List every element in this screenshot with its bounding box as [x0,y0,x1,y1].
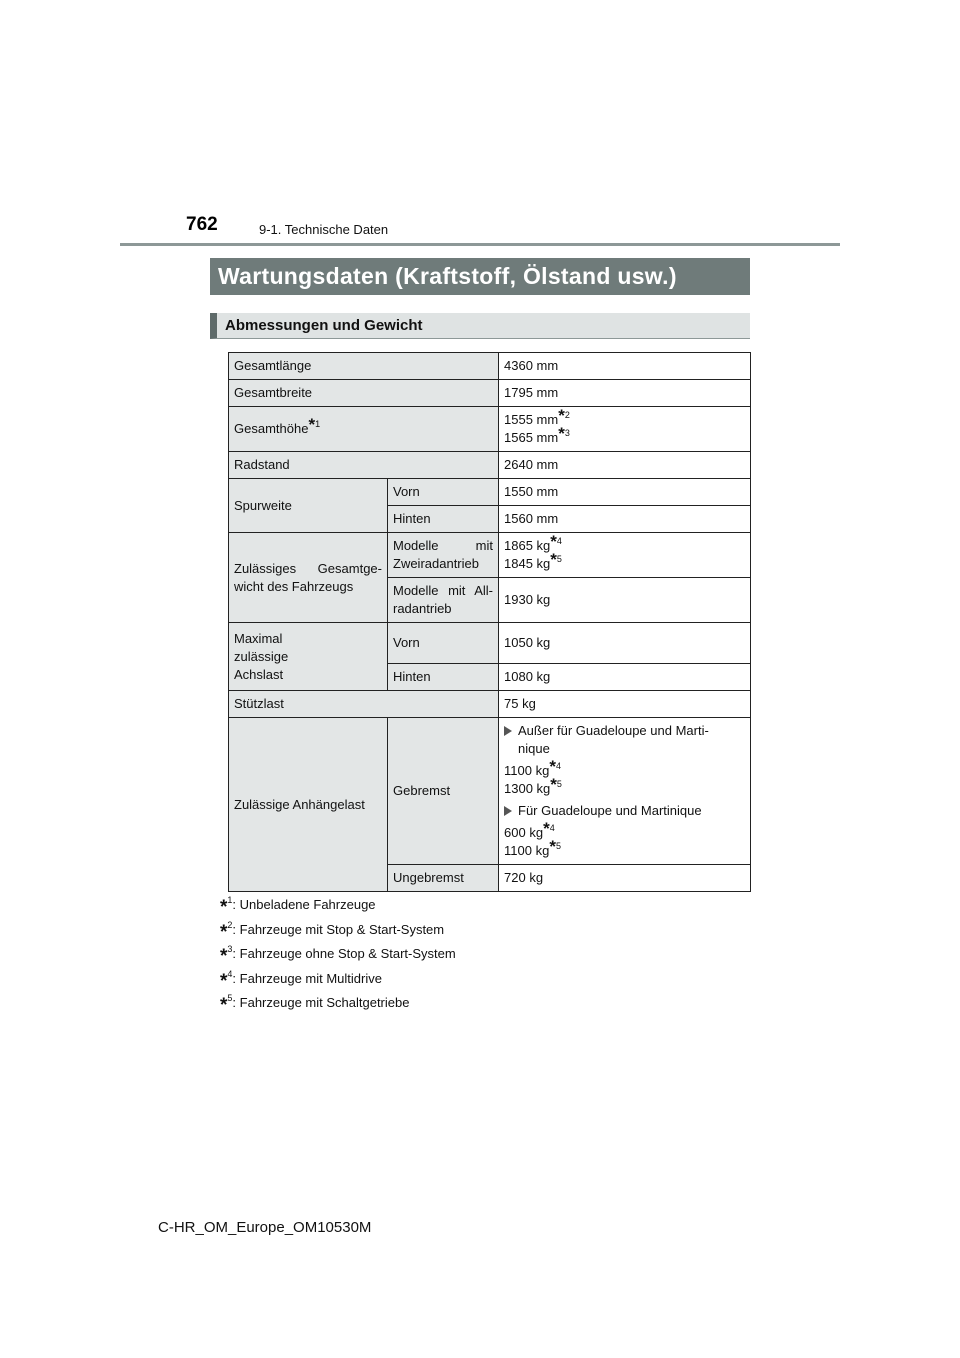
footnote-number: 5 [556,554,562,564]
footnote-ref [549,757,561,776]
footnote-text: : Unbeladene Fahrzeuge [232,897,376,912]
bullet-item [504,722,745,758]
label-line: wicht des Fahrzeugs [234,578,354,594]
value-text: 1555 mm [504,412,559,427]
bullet-line: Außer für Guadeloupe und Marti- [518,723,709,738]
value-text: 1845 kg [504,556,551,571]
row-label: Radstand [229,452,499,479]
bullet-item [504,802,745,820]
row-value [499,407,751,452]
footnote-ref [558,406,570,425]
footnote-marker: * [558,424,565,443]
triangle-bullet-icon [504,726,512,736]
footnote-text: : Fahrzeuge mit Multidrive [232,970,382,986]
value-text: 1100 kg [504,763,550,778]
sub-label: Vorn [388,479,499,506]
table-row [229,623,751,664]
footnote-number: 1 [315,419,321,429]
value-line [504,532,745,555]
row-value: 1080 kg [499,664,751,691]
subtitle-bar [210,313,750,339]
row-label [229,533,388,623]
footnote-number: 2 [227,919,233,930]
sub-label [388,533,499,578]
footnote-ref [543,819,555,838]
footnote-number: 3 [227,944,233,954]
label-line: Maximal [234,630,283,646]
footnote-marker: * [549,757,556,776]
table-row [229,380,751,407]
table-row [229,533,751,578]
sub-label: Hinten [388,664,499,691]
label-line: Modelle mit All- [393,583,494,598]
footnote-number: 4 [555,761,561,771]
footnote-ref [308,415,321,434]
footnote-marker: * [220,921,228,943]
sub-label [388,578,499,623]
row-value: 1795 mm [499,380,751,407]
footnote-marker: * [550,775,557,794]
value-text: 1300 kg [504,781,551,796]
value-line [504,550,745,573]
value-text: 1865 kg [504,538,551,553]
footnote-number: 3 [564,428,570,438]
label-line: Zweiradantrieb [393,556,479,571]
row-label: Spurweite [229,479,388,533]
row-label: Zulässige Anhängelast [229,718,388,892]
sub-label: Ungebremst [388,865,499,892]
row-value: 1930 kg [499,578,751,623]
document-id: C-HR_OM_Europe_OM10530M [158,1219,372,1236]
table-row [229,353,751,380]
footnote-marker: * [220,946,228,967]
footnote-item [220,888,456,918]
footnote-item [220,937,456,967]
value-line [504,775,745,798]
footnote-marker: * [550,532,557,551]
footnote-number: 4 [549,823,555,833]
footnote-ref [550,550,562,569]
page-title: Wartungsdaten (Kraftstoff, Ölstand usw.) [218,263,677,289]
page-number: 762 [186,214,218,235]
spec-table [228,352,751,892]
footnote-item [220,986,456,1016]
row-value: 1550 mm [499,479,751,506]
section-label: 9-1. Technische Daten [259,222,389,237]
footnote-text: : Fahrzeuge mit Schaltgetriebe [232,995,410,1010]
bullet-line: nique [518,741,550,756]
label-line: zulässige [234,648,289,664]
table-row [229,691,751,718]
label-line: radantrieb [393,601,452,616]
value-line [504,757,745,780]
footnote-ref [550,532,562,551]
label-line: Modelle mit [393,538,494,553]
label-text: Gesamthöhe [234,421,309,436]
footnote-marker: * [543,819,550,838]
table-row [229,479,751,506]
row-value: 720 kg [499,865,751,892]
sub-label: Gebremst [388,718,499,865]
footnote-ref [550,775,562,794]
row-value [499,533,751,578]
footnote-item [220,962,456,992]
footnote-marker: * [549,837,556,856]
footnote-number: 1 [227,895,233,905]
footnote-item [220,913,456,943]
footnote-number: 2 [564,410,570,420]
value-line [504,406,745,429]
value-line [504,424,745,447]
section-subtitle: Abmessungen und Gewicht [225,317,423,334]
row-label: Gesamtbreite [229,380,499,407]
footnote-marker: * [220,897,228,918]
value-line [504,837,745,860]
table-row [229,718,751,865]
bullet-text: Für Guadeloupe und Martinique [518,803,702,818]
row-value: 4360 mm [499,353,751,380]
footnote-number: 5 [556,779,562,789]
triangle-bullet-icon [504,806,512,816]
footnote-marker: * [558,406,565,425]
sub-label: Vorn [388,623,499,664]
row-value: 1560 mm [499,506,751,533]
footnote-ref [558,424,570,443]
footnote-text: : Fahrzeuge mit Stop & Start-System [232,921,445,937]
value-text: 1565 mm [504,430,559,445]
header-rule [120,243,840,246]
footnote-number: 4 [556,536,562,546]
row-label [229,623,388,691]
row-label: Stützlast [229,691,499,718]
sub-label: Hinten [388,506,499,533]
table-row [229,407,751,452]
footnote-marker: * [220,970,228,992]
value-text: 1100 kg [504,843,550,858]
row-value: 2640 mm [499,452,751,479]
footnote-marker: * [308,415,316,434]
row-label: Gesamtlänge [229,353,499,380]
row-value: 1050 kg [499,623,751,664]
footnote-marker: * [550,550,557,569]
row-value: 75 kg [499,691,751,718]
footnote-ref [549,837,561,856]
footnote-number: 5 [227,993,233,1003]
row-value [499,718,751,865]
row-label [229,407,499,452]
bullet-text [518,722,709,758]
footnote-marker: * [220,995,228,1016]
label-line: Zulässiges Gesamtge- [234,560,382,576]
value-line [504,819,745,842]
table-row [229,452,751,479]
value-text: 600 kg [504,825,544,840]
title-bar [210,258,750,295]
footnote-number: 4 [227,968,233,979]
footnotes [220,888,456,1016]
footnote-text: : Fahrzeuge ohne Stop & Start-System [232,946,456,961]
footnote-number: 5 [555,841,561,851]
label-line: Achslast [234,666,284,682]
